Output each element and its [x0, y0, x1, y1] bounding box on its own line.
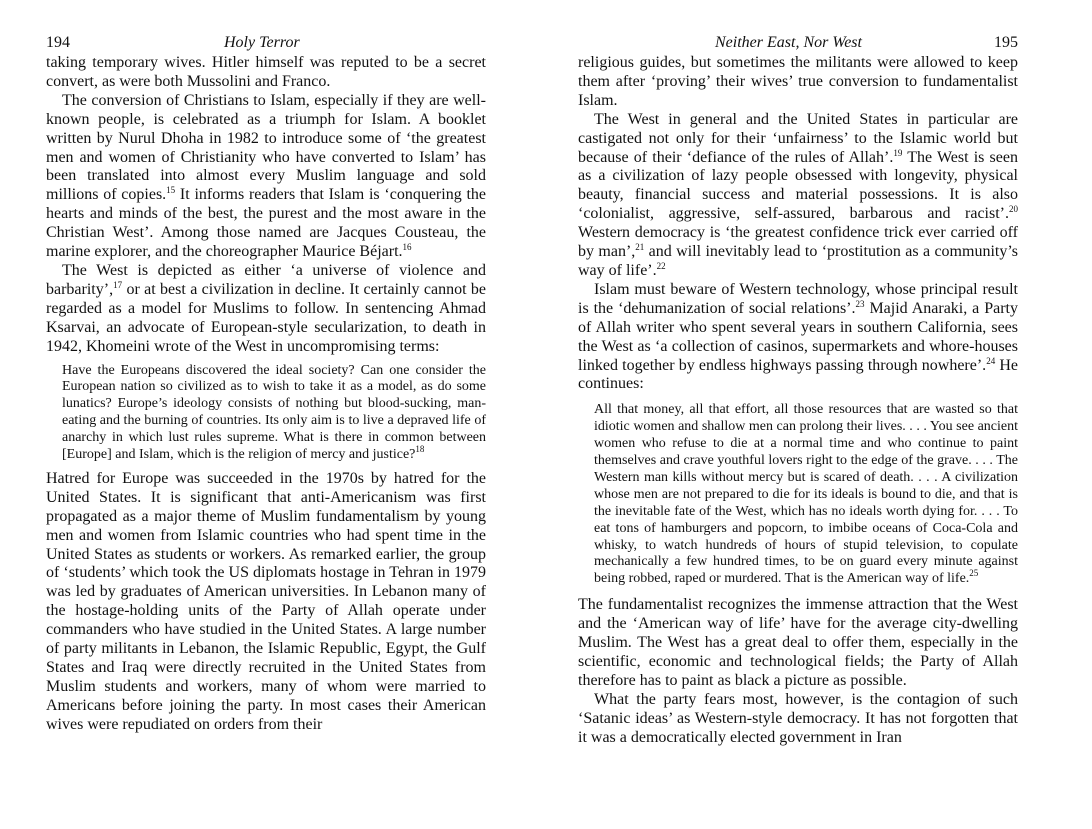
paragraph-text: religious guides, but sometimes the militants were allowed to keep them after ‘proving’ their wives’ true conversion to fundamentalist Islam.: [578, 54, 1018, 109]
paragraph-text: He continues:: [578, 356, 1019, 393]
left-page-text: [46, 54, 486, 735]
paragraph-text: The West in general and the United States in particular are castigated not only for their ‘unfairness’ to the Islamic world but because of their ‘defiance of the rules of Allah’.: [578, 110, 1018, 166]
paragraph-text: It informs readers that Islam is ‘conquering the hearts and minds of the best, the purest and the most aware in the Christian West’. Among those named are Jacques Cousteau, the marine explorer, and the choreographer Maurice Béjart.: [46, 186, 487, 261]
paragraph-text: or at best a civilization in decline. It certainly cannot be regarded as a model for Muslims to follow. In sentencing Ahmad Ksarvai, an advocate of European-style secularization, to death in 1942, Khomeini wrote of the West in uncompromising terms:: [46, 280, 486, 355]
quote-text: All that money, all that effort, all those resources that are wasted so that idiotic women and shallow men can prolong their lives. . . . You see ancient women who refuse to die at a normal time and who continue to paint themselves and crave youthful lovers right to the edge of the grave. . . . The Western man kills without mercy but is scared of death. . . . A civilization whose men are not prepared to die for its ideals is bound to die, and that is the inevitable fate of the West, which has no ideals worth dying for. . . . To eat tons of hamburgers and popcorn, to imbibe oceans of Coca-Cola and whisky, to watch hundreds of hours of stupid television, to copulate mechanically a few hundred times, to be on guard every minute against being robbed, raped or murdered. That is the American way of life.: [594, 402, 1018, 587]
footnote-ref: 23: [855, 298, 865, 309]
paragraph-text: The West is seen as a civilization of lazy people obsessed with longevity, physical beauty, financial success and material possessions. It is also ‘colonialist, aggressive, self-assured, barbarous and racist’.: [578, 148, 1018, 223]
paragraph-text: taking temporary wives. Hitler himself was reputed to be a secret convert, as were both Mussolini and Franco.: [46, 54, 486, 90]
paragraph: [578, 281, 1018, 394]
block-quote: [594, 402, 1018, 588]
paragraph: [578, 596, 1018, 691]
right-page-header: [578, 32, 1018, 54]
footnote-ref: 25: [969, 568, 979, 579]
paragraph: [46, 470, 486, 735]
footnote-ref: 21: [635, 242, 645, 253]
footnote-ref: 24: [986, 355, 996, 366]
paragraph-text: The fundamentalist recognizes the immense attraction that the West and the ‘American way of life’ have for the average city-dwelling Muslim. The West has a great deal to offer them, especially in the scientific, economic and technological fields; the Party of Allah therefore has to paint as black a picture as possible.: [578, 596, 1018, 689]
paragraph: [46, 54, 486, 92]
paragraph-text: Hatred for Europe was succeeded in the 1970s by hatred for the United States. It is significant that anti-Americanism was first propagated as a major theme of Muslim fundamentalism by young men and women from Islamic countries who had spent time in the United States as students or workers. As remarked earlier, the group of ‘students’ which took the US diplomats hostage in Tehran in 1979 was led by graduates of American universities. In Lebanon many of the hostage-holding units of the Party of Allah operate under commanders who have studied in the United States. A large number of party militants in Lebanon, the Islamic Republic, Egypt, the Gulf States and Iraq were directly recruited in the United States from Muslim students and workers, many of whom were married to Americans before joining the party. In most cases their American wives were repudiated on orders from their: [46, 469, 486, 733]
block-quote: [62, 363, 486, 464]
paragraph-text: The West is depicted as either ‘a universe of violence and barbarity’,: [46, 261, 486, 298]
right-page-text: [578, 54, 1018, 748]
paragraph-text: Majid Anaraki, a Party of Allah writer who spent several years in southern California, sees the West as ‘a collection of casinos, supermarkets and whore-houses linked together by endless highways passing through nowhere’.: [578, 299, 1018, 374]
right-page: [578, 32, 1018, 748]
paragraph-text: Islam must beware of Western technology, whose principal result is the ‘dehumanization of social relations’.: [578, 280, 1018, 317]
paragraph-text: What the party fears most, however, is the contagion of such ‘Satanic ideas’ as Western-style democracy. It has not forgotten that it was a democratically elected government in Iran: [578, 690, 1018, 746]
running-title: Neither East, Nor West: [715, 34, 862, 51]
footnote-ref: 17: [113, 279, 123, 290]
quote-text: Have the Europeans discovered the ideal society? Can one consider the European nation so civilized as to wish to take it as a model, as do some lunatics? Europe’s ideology consists of nothing but blood-sucking, man-eating and the burning of countries. Its only aim is to live a depraved life of anarchy in which lust rules supreme. What is there in common between [Europe] and Islam, which is the religion of mercy and justice?: [62, 362, 486, 463]
footnote-ref: 18: [415, 444, 425, 455]
paragraph-text: and will inevitably lead to ‘prostitution as a community’s way of life’.: [578, 243, 1019, 279]
paragraph: [46, 262, 486, 357]
paragraph: [578, 111, 1018, 281]
running-title: Holy Terror: [224, 34, 300, 51]
footnote-ref: 16: [402, 242, 412, 253]
page-number: 195: [994, 34, 1018, 51]
paragraph: [578, 691, 1018, 748]
left-page-header: [46, 32, 486, 54]
footnote-ref: 22: [656, 260, 666, 271]
footnote-ref: 20: [1009, 204, 1018, 215]
footnote-ref: 19: [893, 147, 903, 158]
paragraph: [578, 54, 1018, 111]
left-page: [46, 32, 486, 735]
page-number: 194: [46, 34, 70, 51]
paragraph-text: Western democracy is ‘the greatest confidence trick ever carried off by man’,: [578, 224, 1018, 261]
footnote-ref: 15: [166, 185, 176, 196]
paragraph-text: The conversion of Christians to Islam, especially if they are well-known people, is celebrated as a triumph for Islam. A booklet written by Nurul Dhoha in 1982 to introduce some of ‘the greatest men and women of Christianity who have converted to Islam’ has been translated into almost every Muslim language and sold millions of copies.: [46, 91, 486, 204]
paragraph: [46, 92, 486, 262]
